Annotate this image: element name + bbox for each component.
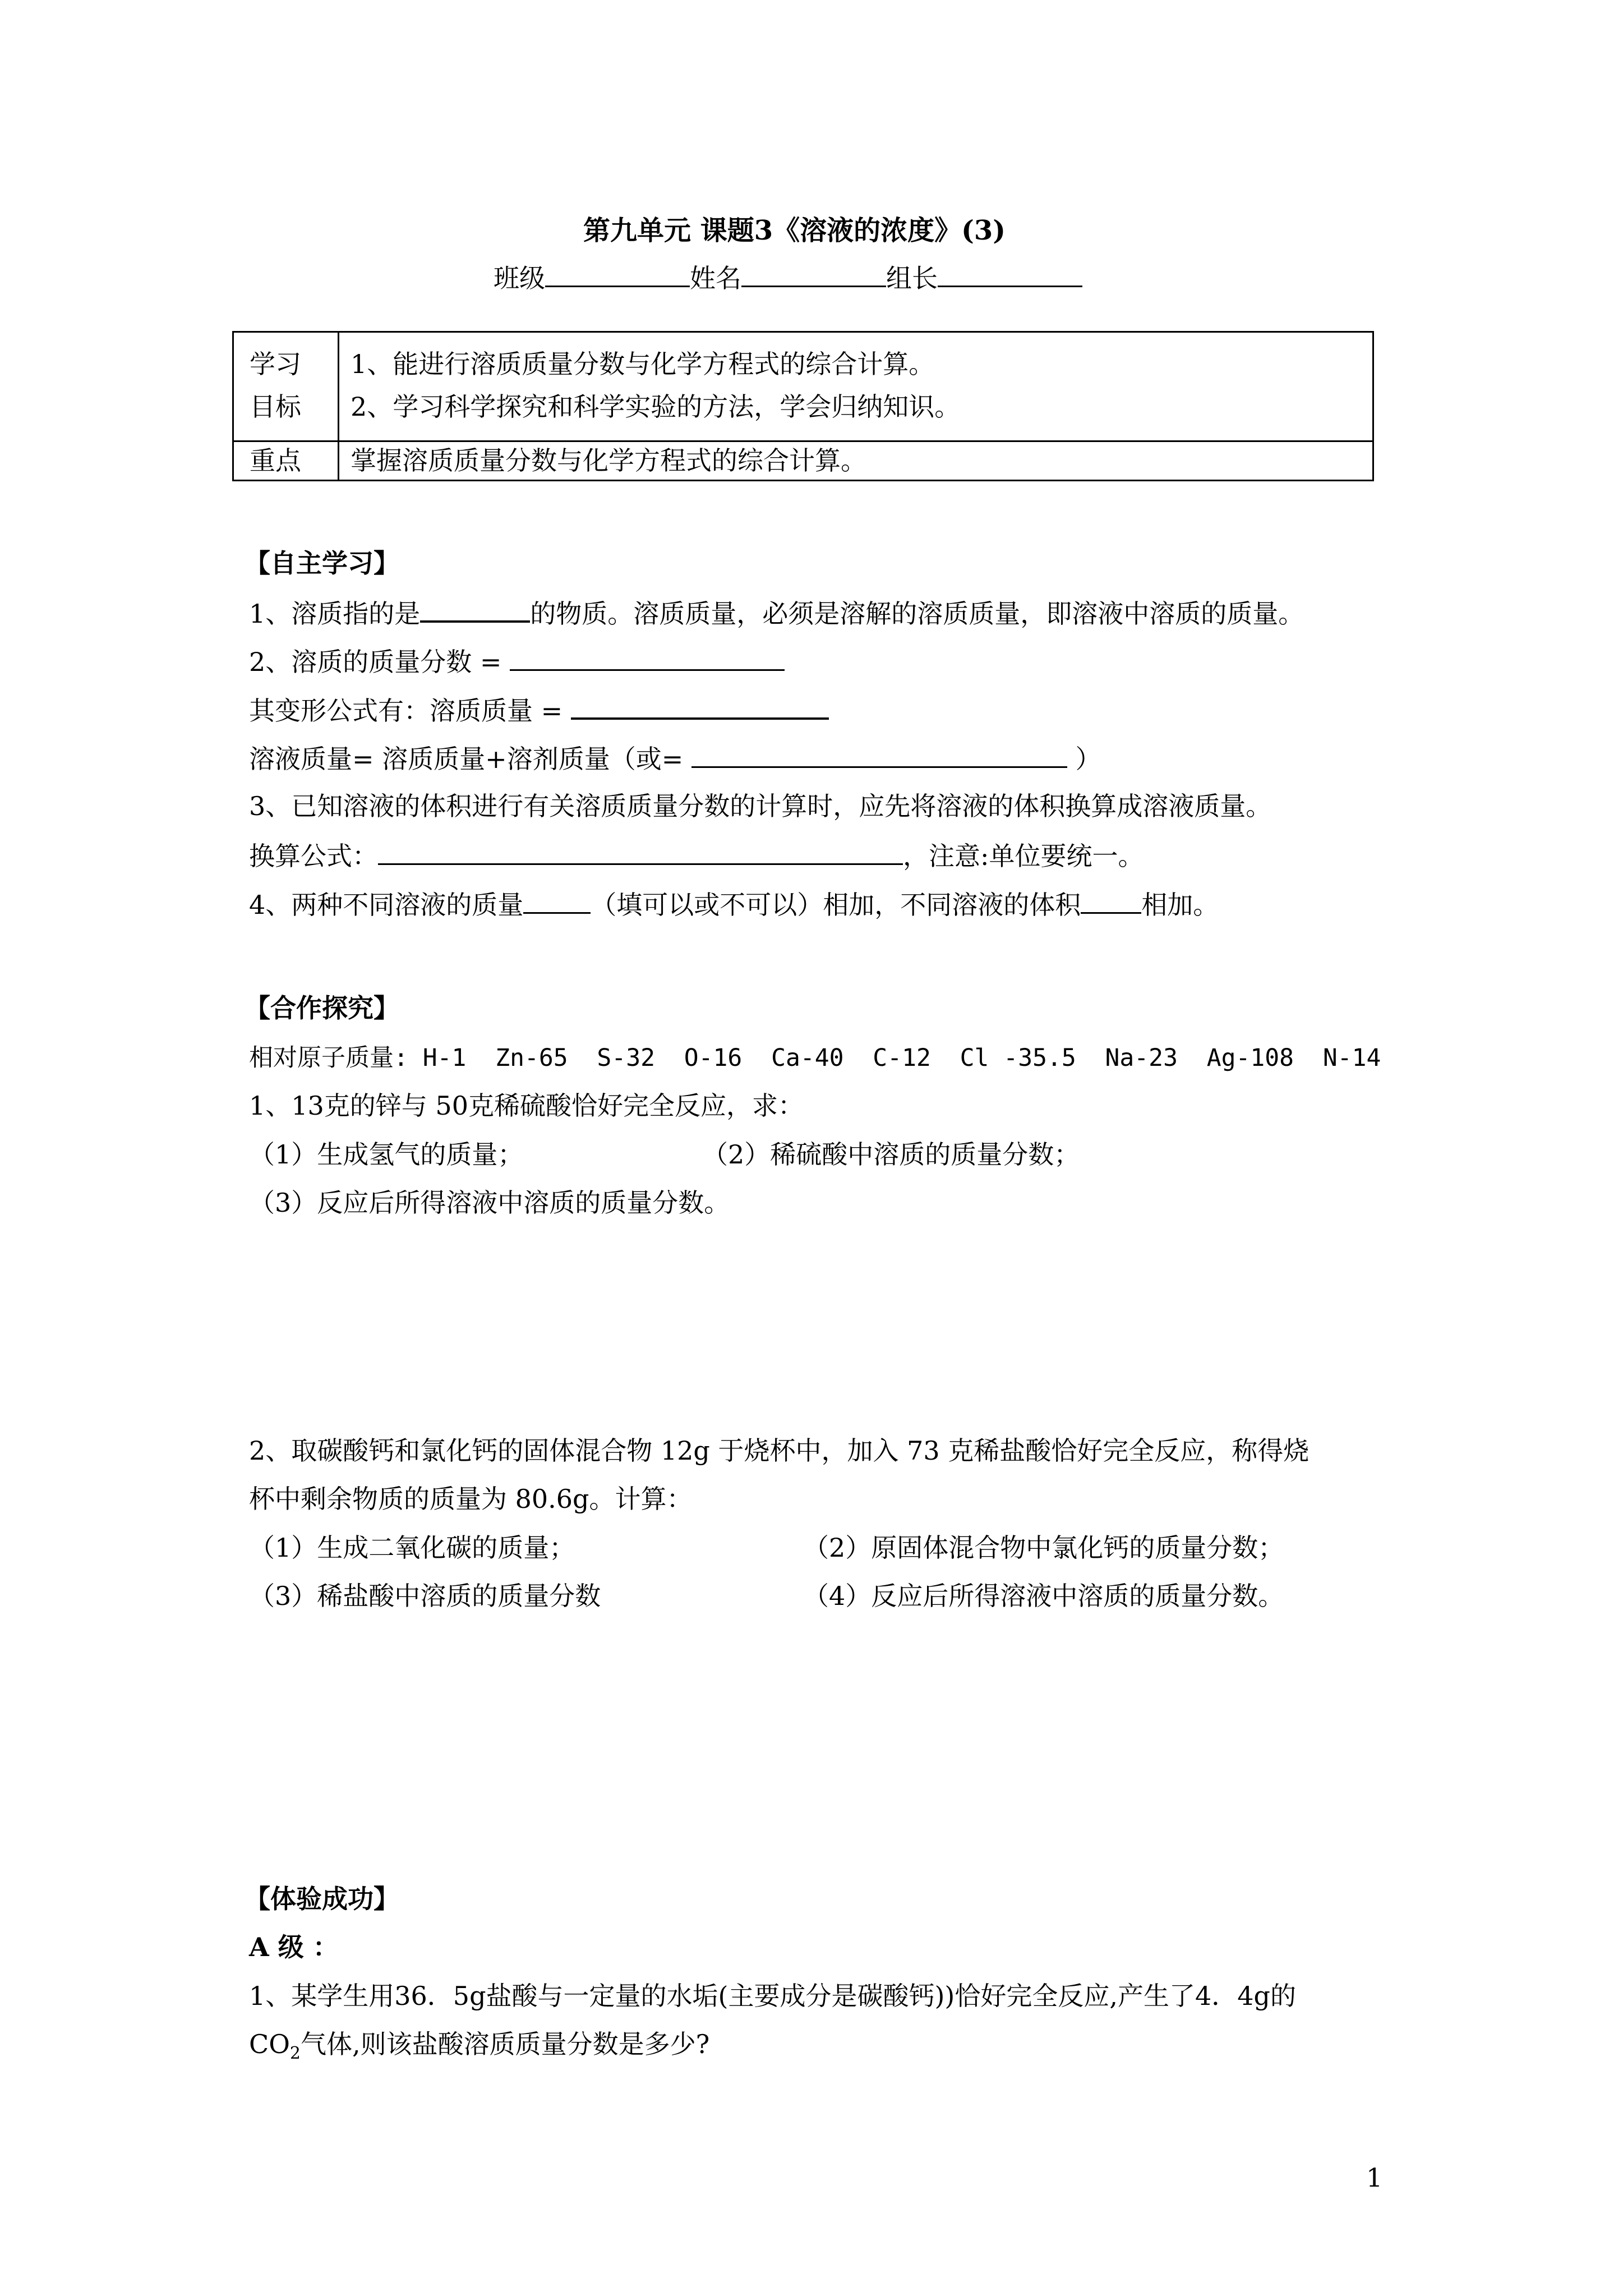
problem-2-a: （1）生成二氧化碳的质量；: [249, 1533, 575, 1563]
q2-blank[interactable]: [510, 643, 785, 671]
page-title: 第九单元 课题3《溶液的浓度》(3): [583, 215, 1006, 246]
goal-2: 2、学习科学探究和科学实验的方法，学会归纳知识。: [351, 392, 961, 422]
cooperative-heading: 【合作探究】: [245, 993, 399, 1023]
self-study-q2-variant: [249, 692, 829, 728]
problem-1-b: （2）稀硫酸中溶质的质量分数；: [702, 1139, 1080, 1170]
q4-text-a: 4、两种不同溶液的质量: [249, 890, 524, 920]
problem-2-c: （3）稀盐酸中溶质的质量分数: [249, 1581, 601, 1611]
header-fields: [494, 260, 1082, 295]
q2-text: 2、溶质的质量分数 =: [249, 647, 502, 677]
q4-blank-2[interactable]: [1081, 886, 1141, 914]
success-heading: 【体验成功】: [245, 1884, 399, 1914]
q4-text-c: 相加。: [1141, 890, 1219, 920]
q2-solution-text-b: ）: [1075, 744, 1101, 774]
problem-1-c: （3）反应后所得溶液中溶质的质量分数。: [249, 1188, 730, 1218]
problem-2-line-1: 2、取碳酸钙和氯化钙的固体混合物 12g 于烧杯中，加入 73 克稀盐酸恰好完全反应，称得烧: [249, 1435, 1310, 1466]
self-study-q3-formula: [249, 838, 1144, 873]
self-study-q2: [249, 643, 785, 679]
self-study-q3: 3、已知溶液的体积进行有关溶质质量分数的计算时，应先将溶液的体积换算成溶液质量。: [249, 791, 1272, 821]
leader-blank[interactable]: [938, 260, 1082, 287]
goal-1: 1、能进行溶质质量分数与化学方程式的综合计算。: [351, 349, 935, 379]
q4-text-b: （填可以或不可以）相加，不同溶液的体积: [591, 890, 1081, 920]
success-q1-line-2: [249, 2027, 709, 2070]
q2-solution-text-a: 溶液质量= 溶质质量+溶剂质量（或=: [249, 744, 684, 774]
name-label: 姓名: [690, 263, 741, 293]
self-study-q2-solution: [249, 740, 1101, 776]
table-divider-vertical: [338, 333, 339, 480]
q1-blank[interactable]: [420, 595, 530, 623]
class-blank[interactable]: [545, 260, 690, 287]
leader-label: 组长: [886, 263, 938, 293]
key-point-label: 重点: [250, 445, 301, 476]
objectives-table: [232, 331, 1374, 481]
self-study-q4: [249, 886, 1219, 922]
q1-text-b: 的物质。溶质质量，必须是溶解的溶质质量，即溶液中溶质的质量。: [530, 599, 1304, 629]
objectives-label-1: 学习: [250, 349, 301, 379]
table-divider-horizontal: [234, 440, 1372, 442]
atomic-masses: [249, 1040, 1381, 1075]
atomic-masses-text: 相对原子质量: H-1 Zn-65 S-32 O-16 Ca-40 C-12 Cl -35.5 Na-23 Ag-108 N-14: [249, 1044, 1381, 1072]
q2-variant-text: 其变形公式有：溶质质量 =: [249, 696, 563, 726]
success-q1-line-1: 1、某学生用36．5g盐酸与一定量的水垢(主要成分是碳酸钙))恰好完全反应,产生了4．4g的: [249, 1981, 1296, 2011]
class-label: 班级: [494, 263, 545, 293]
problem-1-a: （1）生成氢气的质量；: [249, 1139, 524, 1170]
problem-1: 1、13克的锌与 50克稀硫酸恰好完全反应，求：: [249, 1091, 804, 1121]
q2-variant-blank[interactable]: [571, 692, 829, 720]
problem-2-d: （4）反应后所得溶液中溶质的质量分数。: [803, 1581, 1284, 1611]
self-study-q1: [249, 595, 1304, 631]
self-study-heading: 【自主学习】: [245, 548, 399, 578]
q2-solution-blank[interactable]: [691, 740, 1067, 768]
page-number: 1: [1366, 2162, 1383, 2193]
name-blank[interactable]: [741, 260, 886, 287]
q1-text-a: 1、溶质指的是: [249, 599, 421, 629]
q3-formula-blank[interactable]: [378, 838, 903, 865]
objectives-label-2: 目标: [250, 392, 301, 422]
q3-formula-text-b: ，注意:单位要统一。: [903, 841, 1144, 871]
q3-formula-text-a: 换算公式：: [249, 841, 378, 871]
problem-2-b: （2）原固体混合物中氯化钙的质量分数；: [803, 1533, 1284, 1563]
success-q1-rest: 气体,则该盐酸溶质质量分数是多少?: [301, 2029, 710, 2059]
co2-subscript: 2: [289, 2044, 301, 2064]
co2-formula: CO: [249, 2029, 290, 2059]
success-level: A 级 ：: [249, 1932, 339, 1962]
key-point: 掌握溶质质量分数与化学方程式的综合计算。: [351, 445, 866, 476]
problem-2-line-2: 杯中剩余物质的质量为 80.6g。计算：: [249, 1484, 693, 1514]
q4-blank-1[interactable]: [523, 886, 591, 914]
